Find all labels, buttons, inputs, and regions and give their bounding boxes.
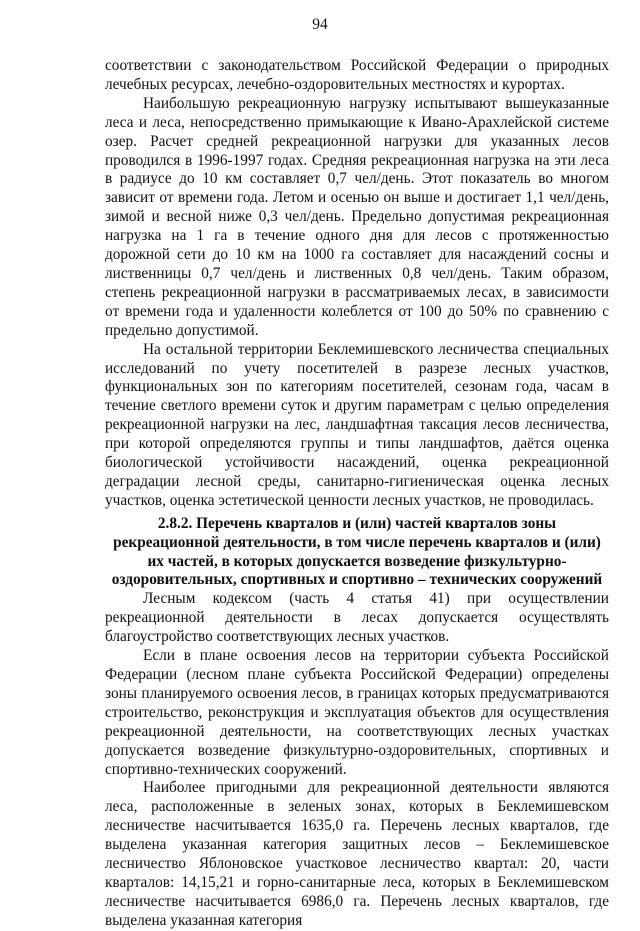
paragraph-green-zones: Наиболее пригодными для рекреационной деятельности являются леса, расположенные в зеленых зонах, которых в Беклемишевском лесничестве насчитывается 1635,0 га. Перечень лесных кварталов, где выделена указанная категория защитных лесов – Беклемишевское лесничество Яблоновское участковое лесничество квартал: 20, части кварталов: 14,15,21 и горно-санитарные леса, которых в Беклемишевском лесничестве насчитывается 6986,0 га. Перечень лесных кварталов, где выделена указанная категория (105, 779, 609, 929)
paragraph-remaining-territory: На остальной территории Беклемишевского лесничества специальных исследований по учету посетителей в разрезе лесных участков, функциональных зон по категориям посетителей, сезонам года, часам в течение светлого времени суток и другим параметрам с целью определения рекреационной нагрузки на лес, ландшафтная таксация лесов лесничества, при которой определяются группы и типы ландшафтов, даётся оценка биологической устойчивости насаждений, оценка рекреационной деградации лесной среды, санитарно-гигиеническая оценка лесных участков, оценка эстетической ценности лесных участков, не проводилась. (105, 340, 609, 509)
document-body (105, 57, 609, 931)
page-number: 94 (312, 16, 328, 33)
paragraph-recreational-load: Наибольшую рекреационную нагрузку испытывают вышеуказанные леса и леса, непосредственно примыкающие к Ивано-Арахлейской системе озер. Расчет средней рекреационной нагрузки для указанных лесов проводился в 1996-1997 годах. Средняя рекреационная нагрузка на эти леса в радиусе до 10 км составляет 0,7 чел/день. Этот показатель во многом зависит от времени года. Летом и осенью он выше и достигает 1,1 чел/день, зимой и весной ниже 0,3 чел/день. Предельно допустимая рекреационная нагрузка на 1 га в течение одного дня для лесов с протяженностью дорожной сети до 10 км на 1000 га составляет для насаждений сосны и лиственницы 0,7 чел/день и лиственных 0,8 чел/день. Таким образом, степень рекреационной нагрузки в рассматриваемых лесах, в зависимости от времени года и удаленности колеблется от 100 до 50% по сравнению с предельно допустимой. (105, 94, 609, 339)
paragraph-forest-code: Лесным кодексом (часть 4 статья 41) при осуществлении рекреационной деятельности в лесах допускается осуществлять благоустройство соответствующих лесных участков. (105, 590, 609, 646)
paragraph-forest-plan: Если в плане освоения лесов на территории субъекта Российской Федерации (лесном плане субъекта Российской Федерации) определены зоны планируемого освоения лесов, в границах которых предусматриваются строительство, реконструкция и эксплуатация объектов для осуществления рекреационной деятельности, на соответствующих лесных участках допускается возведение физкультурно-оздоровительных, спортивных и спортивно-технических сооружений. (105, 647, 609, 778)
paragraph-continuation: соответствии с законодательством Российской Федерации о природных лечебных ресурсах, лечебно-оздоровительных местностях и курортах. (105, 57, 609, 93)
section-heading: 2.8.2. Перечень кварталов и (или) частей кварталов зоны рекреационной деятельности, в том числе перечень кварталов и (или) их частей, в которых допускается возведение физкультурно-оздоровительных, спортивных и спортивно – технических сооружений (111, 514, 603, 589)
